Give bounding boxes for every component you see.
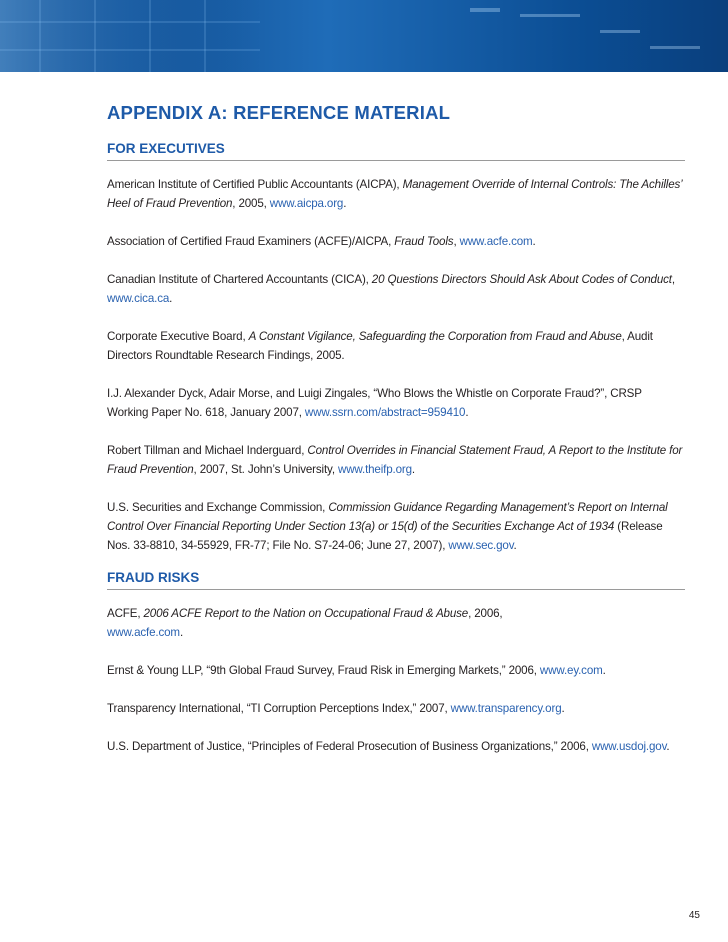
- reference-text: ,: [453, 235, 460, 248]
- reference-title: 20 Questions Directors Should Ask About Codes of Conduct: [371, 273, 672, 286]
- reference-link[interactable]: www.ssrn.com/abstract=959410: [304, 406, 466, 419]
- reference-text: .: [179, 626, 184, 639]
- reference-link[interactable]: www.acfe.com: [107, 626, 180, 639]
- reference-text: , Audit Directors Roundtable Research Findings, 2005.: [107, 330, 653, 362]
- reference-text: , 2006,: [468, 607, 503, 620]
- reference-text: .: [602, 664, 606, 677]
- page-number: 45: [688, 910, 700, 921]
- reference-title: 2006 ACFE Report to the Nation on Occupational Fraud & Abuse: [143, 607, 469, 620]
- page-content: [107, 100, 685, 756]
- reference-entry: [107, 661, 685, 680]
- reference-text: .: [532, 235, 536, 248]
- reference-entry: [107, 327, 685, 365]
- banner-pattern-graphic: [0, 0, 728, 72]
- reference-text: U.S. Department of Justice, “Principles of Federal Prosecution of Business Organizations,” 2006,: [107, 740, 592, 753]
- reference-text: Transparency International, “TI Corruption Perceptions Index,” 2007,: [107, 702, 451, 715]
- reference-text: Robert Tillman and Michael Inderguard,: [107, 444, 308, 457]
- reference-title: Fraud Tools: [394, 235, 454, 248]
- reference-entry: [107, 175, 685, 213]
- reference-link[interactable]: www.transparency.org: [450, 702, 562, 715]
- reference-text: .: [169, 292, 173, 305]
- reference-title: Control Overrides in Financial Statement Fraud, A Report to the Institute for Fraud Prevention: [107, 444, 683, 476]
- reference-text: , 2007, St. John’s University,: [193, 463, 338, 476]
- reference-title: A Constant Vigilance, Safeguarding the Corporation from Fraud and Abuse: [248, 330, 622, 343]
- reference-list: [107, 604, 685, 756]
- section-heading: FRAUD RISKS: [107, 569, 685, 590]
- reference-entry: [107, 384, 685, 422]
- section-heading: FOR EXECUTIVES: [107, 140, 685, 161]
- reference-entry: [107, 699, 685, 718]
- reference-text: Association of Certified Fraud Examiners (ACFE)/AICPA,: [107, 235, 395, 248]
- reference-text: ACFE,: [107, 607, 144, 620]
- header-banner: [0, 0, 728, 72]
- reference-text: U.S. Securities and Exchange Commission,: [107, 501, 329, 514]
- reference-text: American Institute of Certified Public Accountants (AICPA),: [107, 178, 403, 191]
- reference-title: Commission Guidance Regarding Management’s Report on Internal Control Over Financial Reporting Under Section 13(a) or 15(d) of the Securities Exchange Act of 1934: [107, 501, 668, 533]
- reference-text: , 2005,: [232, 197, 270, 210]
- reference-list: [107, 175, 685, 555]
- reference-entry: [107, 737, 685, 756]
- reference-title: Management Override of Internal Controls: The Achilles’ Heel of Fraud Prevention: [107, 178, 682, 210]
- reference-link[interactable]: www.sec.gov: [448, 539, 514, 552]
- reference-entry: [107, 441, 685, 479]
- reference-link[interactable]: www.theifp.org: [337, 463, 412, 476]
- reference-text: .: [343, 197, 347, 210]
- reference-text: .: [465, 406, 469, 419]
- reference-text: (Release Nos. 33-8810, 34-55929, FR-77; File No. S7-24-06; June 27, 2007),: [107, 520, 663, 552]
- reference-link[interactable]: www.cica.ca: [107, 292, 170, 305]
- reference-text: .: [561, 702, 565, 715]
- reference-text: .: [666, 740, 670, 753]
- page-title: APPENDIX A: REFERENCE MATERIAL: [107, 102, 451, 123]
- reference-entry: [107, 270, 685, 308]
- reference-entry: [107, 604, 685, 642]
- reference-text: ,: [671, 273, 675, 286]
- reference-entry: [107, 498, 685, 555]
- section-for-executives: [107, 140, 685, 555]
- reference-link[interactable]: www.usdoj.gov: [591, 740, 667, 753]
- section-fraud-risks: [107, 569, 685, 756]
- reference-text: .: [411, 463, 415, 476]
- reference-link[interactable]: www.ey.com: [539, 664, 603, 677]
- reference-entry: [107, 232, 685, 251]
- reference-link[interactable]: www.aicpa.org: [269, 197, 344, 210]
- reference-text: Canadian Institute of Chartered Accountants (CICA),: [107, 273, 372, 286]
- reference-text: I.J. Alexander Dyck, Adair Morse, and Luigi Zingales, “Who Blows the Whistle on Corporate Fraud?”, CRSP Working Paper No. 618, January 2007,: [107, 387, 642, 419]
- reference-text: Corporate Executive Board,: [107, 330, 249, 343]
- reference-text: .: [513, 539, 517, 552]
- reference-text: Ernst & Young LLP, “9th Global Fraud Survey, Fraud Risk in Emerging Markets,” 2006,: [107, 664, 540, 677]
- reference-link[interactable]: www.acfe.com: [459, 235, 533, 248]
